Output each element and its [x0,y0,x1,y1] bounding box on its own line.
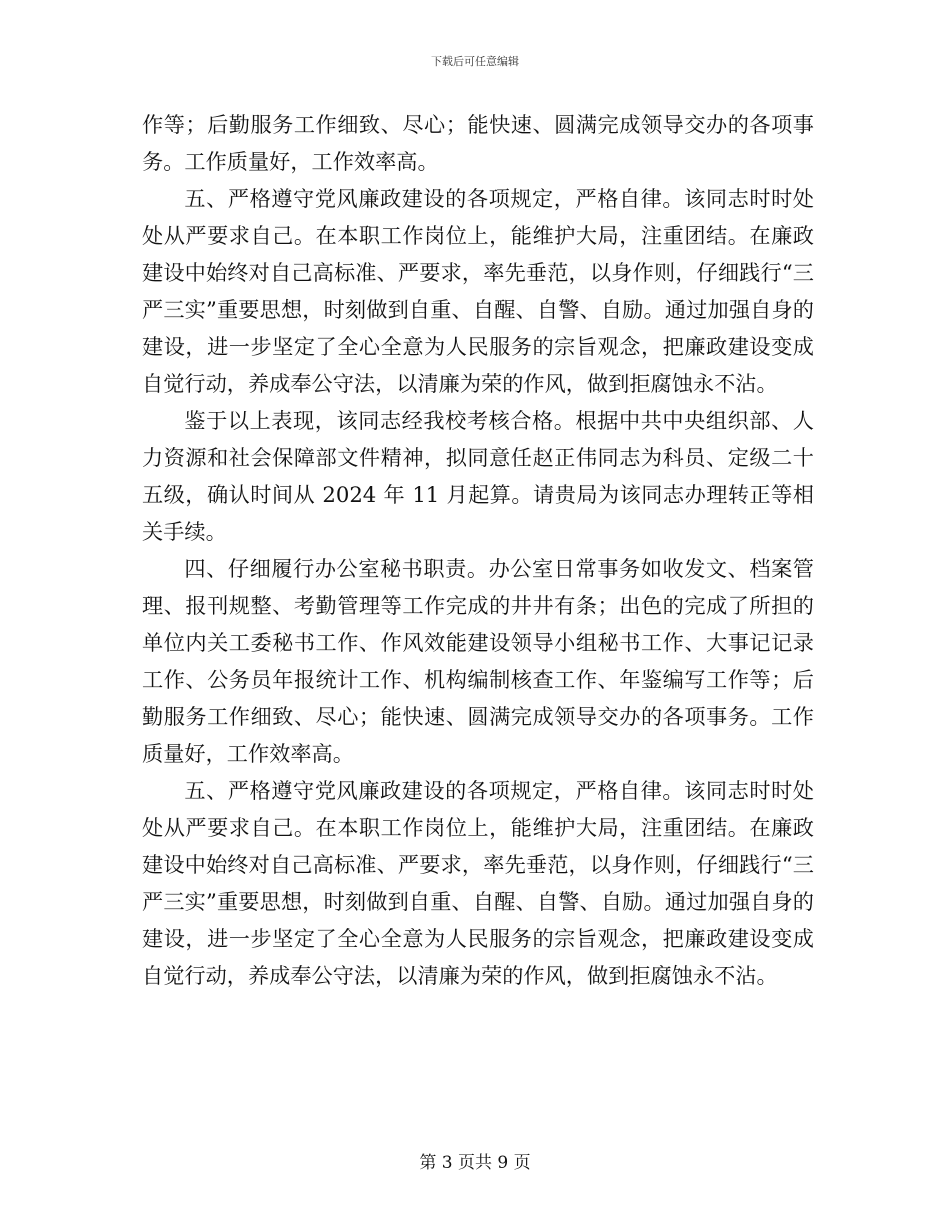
document-body [142,106,814,994]
paragraph-section-four: 四、仔细履行办公室秘书职责。办公室日常事务如收发文、档案管理、报刊规整、考勤管理等工作完成的井井有条；出色的完成了所担的单位内关工委秘书工作、作风效能建设领导小组秘书工作、大事记记录工作、公务员年报统计工作、机构编制核查工作、年鉴编写工作等；后勤服务工作细致、尽心；能快速、圆满完成领导交办的各项事务。工作质量好，工作效率高。 [142,556,814,766]
paragraph-assessment-conclusion: 鉴于以上表现，该同志经我校考核合格。根据中共中央组织部、人力资源和社会保障部文件精神，拟同意任赵正伟同志为科员、定级二十五级，确认时间从 2024 年 11 月起算。请贵局为该同志办理转正等相关手续。 [142,408,814,544]
paragraph-section-five-repeat: 五、严格遵守党风廉政建设的各项规定，严格自律。该同志时时处处从严要求自己。在本职工作岗位上，能维护大局，注重团结。在廉政建设中始终对自己高标准、严要求，率先垂范，以身作则，仔细践行“三严三实”重要思想，时刻做到自重、自醒、自警、自励。通过加强自身的建设，进一步坚定了全心全意为人民服务的宗旨观念，把廉政建设变成自觉行动，养成奉公守法，以清廉为荣的作风，做到拒腐蚀永不沾。 [142,778,814,988]
paragraph-continuation: 作等；后勤服务工作细致、尽心；能快速、圆满完成领导交办的各项事务。工作质量好，工作效率高。 [142,112,814,174]
page-header: 下载后可任意编辑 [431,55,519,68]
paragraph-section-five: 五、严格遵守党风廉政建设的各项规定，严格自律。该同志时时处处从严要求自己。在本职工作岗位上，能维护大局，注重团结。在廉政建设中始终对自己高标准、严要求，率先垂范，以身作则，仔细践行“三严三实”重要思想，时刻做到自重、自醒、自警、自励。通过加强自身的建设，进一步坚定了全心全意为人民服务的宗旨观念，把廉政建设变成自觉行动，养成奉公守法，以清廉为荣的作风，做到拒腐蚀永不沾。 [142,186,814,396]
page-footer: 第 3 页共 9 页 [419,1153,531,1173]
